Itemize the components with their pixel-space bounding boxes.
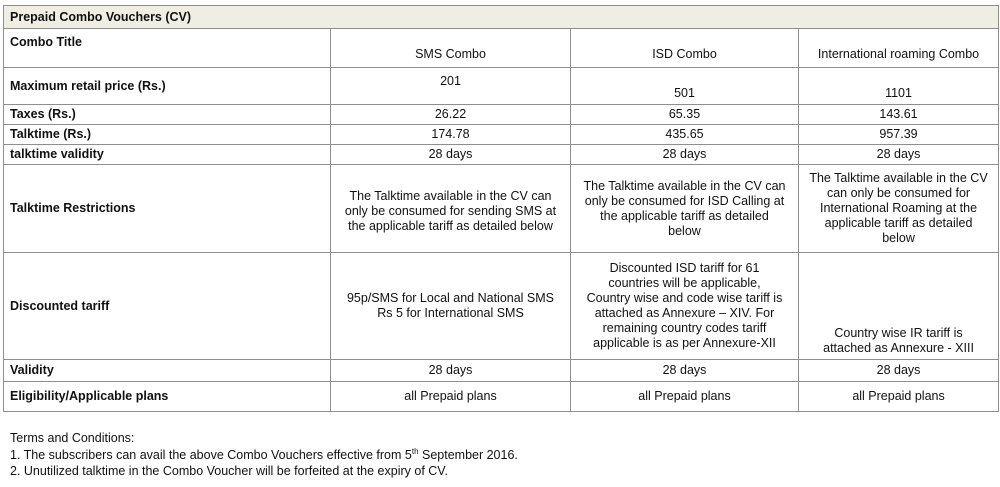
isd-combo-validity: 28 days: [571, 360, 799, 382]
isd-combo-restrictions: [571, 165, 799, 253]
isd-combo-talktime: 435.65: [571, 125, 799, 145]
taxes-row: [4, 105, 999, 125]
combo-title-row: [4, 29, 999, 68]
combo-title-label: Combo Title: [4, 29, 331, 68]
terms-item-2: 2. Unutilized talktime in the Combo Voucher will be forfeited at the expiry of CV.: [10, 464, 448, 478]
tariff-line: countries will be applicable,: [608, 276, 761, 290]
sms-combo-validity: 28 days: [331, 360, 571, 382]
combo-voucher-table: [3, 5, 999, 412]
tariff-line: Country wise and code wise tariff is: [586, 291, 783, 305]
tariff-line: Rs 5 for International SMS: [377, 306, 524, 320]
ir-combo-validity: 28 days: [799, 360, 999, 382]
tariff-line: 95p/SMS for Local and National SMS: [346, 291, 555, 305]
sms-combo-title: SMS Combo: [331, 29, 571, 68]
ir-combo-taxes: 143.61: [799, 105, 999, 125]
restriction-line: the applicable tariff as detailed: [600, 208, 769, 223]
restriction-line: the applicable tariff as detailed below: [348, 219, 553, 233]
tariff-line: attached as Annexure – XIV. For: [594, 306, 775, 320]
restriction-line: below: [668, 223, 701, 238]
tariff-line: remaining country codes tariff: [602, 321, 767, 335]
isd-combo-title: ISD Combo: [571, 29, 799, 68]
discounted-tariff-row: [4, 253, 999, 360]
ir-combo-eligibility: all Prepaid plans: [799, 382, 999, 412]
talktime-restrictions-row: [4, 165, 999, 253]
ir-combo-talktime: 957.39: [799, 125, 999, 145]
ir-combo-discounted-tariff: [799, 253, 999, 360]
ir-combo-restrictions: [799, 165, 999, 253]
eligibility-label: Eligibility/Applicable plans: [4, 382, 331, 412]
sms-combo-restrictions: [331, 165, 571, 253]
terms-heading: Terms and Conditions:: [10, 431, 135, 445]
tariff-line: Discounted ISD tariff for 61: [609, 261, 760, 275]
ordinal-suffix: th: [411, 446, 419, 456]
sms-combo-talktime-validity: 28 days: [331, 145, 571, 165]
isd-combo-taxes: 65.35: [571, 105, 799, 125]
ir-combo-title: International roaming Combo: [799, 29, 999, 68]
validity-row: [4, 360, 999, 382]
validity-label: Validity: [4, 360, 331, 382]
sms-combo-taxes: 26.22: [331, 105, 571, 125]
talktime-restrictions-label: Talktime Restrictions: [4, 165, 331, 253]
tariff-line: attached as Annexure - XIII: [823, 341, 974, 355]
terms-and-conditions: [10, 430, 518, 480]
restriction-line: only be consumed for sending SMS at: [344, 204, 557, 218]
talktime-label: Talktime (Rs.): [4, 125, 331, 145]
sms-combo-mrp: 201: [331, 68, 571, 105]
isd-combo-mrp: 501: [571, 68, 799, 105]
isd-combo-talktime-validity: 28 days: [571, 145, 799, 165]
sms-combo-talktime: 174.78: [331, 125, 571, 145]
restriction-line: only be consumed for ISD Calling at: [584, 193, 785, 208]
talktime-row: [4, 125, 999, 145]
talktime-validity-row: [4, 145, 999, 165]
restriction-line: International Roaming at the: [820, 201, 978, 215]
restriction-line: The Talktime available in the CV: [809, 171, 988, 185]
sms-combo-discounted-tariff: [331, 253, 571, 360]
discounted-tariff-label: Discounted tariff: [4, 253, 331, 360]
table-title: Prepaid Combo Vouchers (CV): [4, 6, 999, 29]
table-title-row: [4, 6, 999, 29]
tariff-line: Country wise IR tariff is: [834, 326, 963, 340]
sms-combo-eligibility: all Prepaid plans: [331, 382, 571, 412]
isd-combo-discounted-tariff: [571, 253, 799, 360]
restriction-line: can only be consumed for: [826, 186, 971, 200]
ir-combo-talktime-validity: 28 days: [799, 145, 999, 165]
mrp-row: [4, 68, 999, 105]
restriction-line: The Talktime available in the CV can: [583, 178, 786, 193]
isd-combo-eligibility: all Prepaid plans: [571, 382, 799, 412]
restriction-line: The Talktime available in the CV can: [349, 189, 552, 203]
talktime-validity-label: talktime validity: [4, 145, 331, 165]
mrp-label: Maximum retail price (Rs.): [4, 68, 331, 105]
eligibility-row: [4, 382, 999, 412]
taxes-label: Taxes (Rs.): [4, 105, 331, 125]
terms-item-1-text: 1. The subscribers can avail the above Combo Vouchers effective from 5: [10, 447, 412, 462]
terms-item-1: [10, 447, 518, 464]
ir-combo-mrp: 1101: [799, 68, 999, 105]
tariff-line: applicable is as per Annexure-XII: [593, 336, 776, 350]
restriction-line: below: [882, 231, 915, 245]
restriction-line: applicable tariff as detailed: [824, 216, 973, 230]
terms-item-1-date: September 2016.: [418, 447, 518, 462]
